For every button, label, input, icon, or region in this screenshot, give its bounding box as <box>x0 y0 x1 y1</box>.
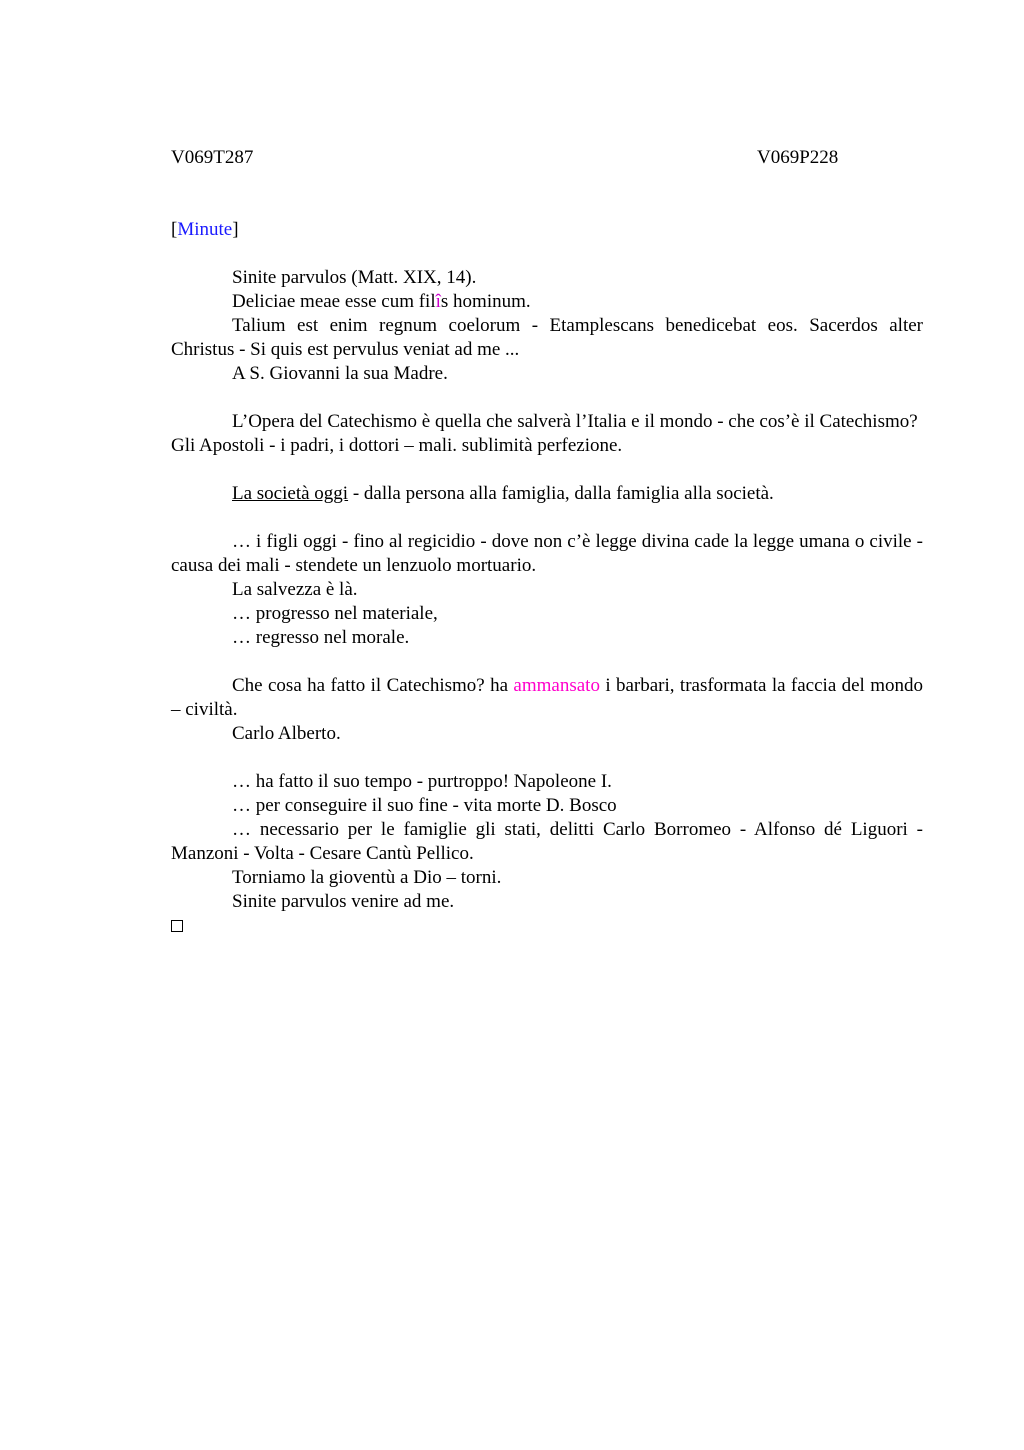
bracket-open: [ <box>171 219 178 240</box>
paragraph: A S. Giovanni la sua Madre. <box>232 363 448 384</box>
paragraph: Deliciae meae esse cum filîs hominum. <box>232 291 531 312</box>
page-header <box>171 146 923 170</box>
document-body <box>171 266 923 939</box>
end-marker <box>171 914 923 939</box>
paragraph: L’Opera del Catechismo è quella che salverà l’Italia e il mondo - che cos’è il Catechismo? <box>232 411 918 432</box>
section-link[interactable]: Minute <box>177 219 233 240</box>
square-icon <box>171 920 183 932</box>
paragraph: … necessario per le famiglie gli stati, delitti Carlo Borromeo - Alfonso dé Liguori - Manzoni - Volta - Cesare Cantù Pellico. <box>171 819 923 864</box>
paragraph: … i figli oggi - fino al regicidio - dove non c’è legge divina cade la legge umana o civile - causa dei mali - stendete un lenzuolo mortuario. <box>171 531 923 576</box>
paragraph: Carlo Alberto. <box>232 723 341 744</box>
paragraph: … ha fatto il suo tempo - purtroppo! Napoleone I. <box>232 771 612 792</box>
paragraph: Gli Apostoli - i padri, i dottori – mali. sublimità perfezione. <box>171 435 623 456</box>
document-page <box>171 146 923 939</box>
paragraph: Torniamo la gioventù a Dio – torni. <box>232 867 502 888</box>
paragraph: Sinite parvulos (Matt. XIX, 14). <box>232 267 477 288</box>
paragraph: La salvezza è là. <box>232 579 358 600</box>
page-code: V069P228 <box>757 147 839 168</box>
paragraph: Talium est enim regnum coelorum - Etamplescans benedicebat eos. Sacerdos alter Christus - Si quis est pervulus veniat ad me ... <box>171 315 923 360</box>
highlight-word: ammansato <box>513 675 600 696</box>
paragraph: Che cosa ha fatto il Catechismo? ha ammansato i barbari, trasformata la faccia del mondo – civiltà. <box>171 675 923 720</box>
underlined-heading: La società oggi <box>232 483 349 504</box>
paragraph: … progresso nel materiale, <box>232 603 438 624</box>
bracket-close: ] <box>232 219 239 240</box>
section-label <box>171 218 923 242</box>
paragraph: … per conseguire il suo fine - vita morte D. Bosco <box>232 795 617 816</box>
highlight-char: î <box>435 291 441 312</box>
paragraph: Sinite parvulos venire ad me. <box>232 891 455 912</box>
paragraph: La società oggi - dalla persona alla famiglia, dalla famiglia alla società. <box>232 483 774 504</box>
paragraph: … regresso nel morale. <box>232 627 410 648</box>
document-code: V069T287 <box>171 147 254 168</box>
